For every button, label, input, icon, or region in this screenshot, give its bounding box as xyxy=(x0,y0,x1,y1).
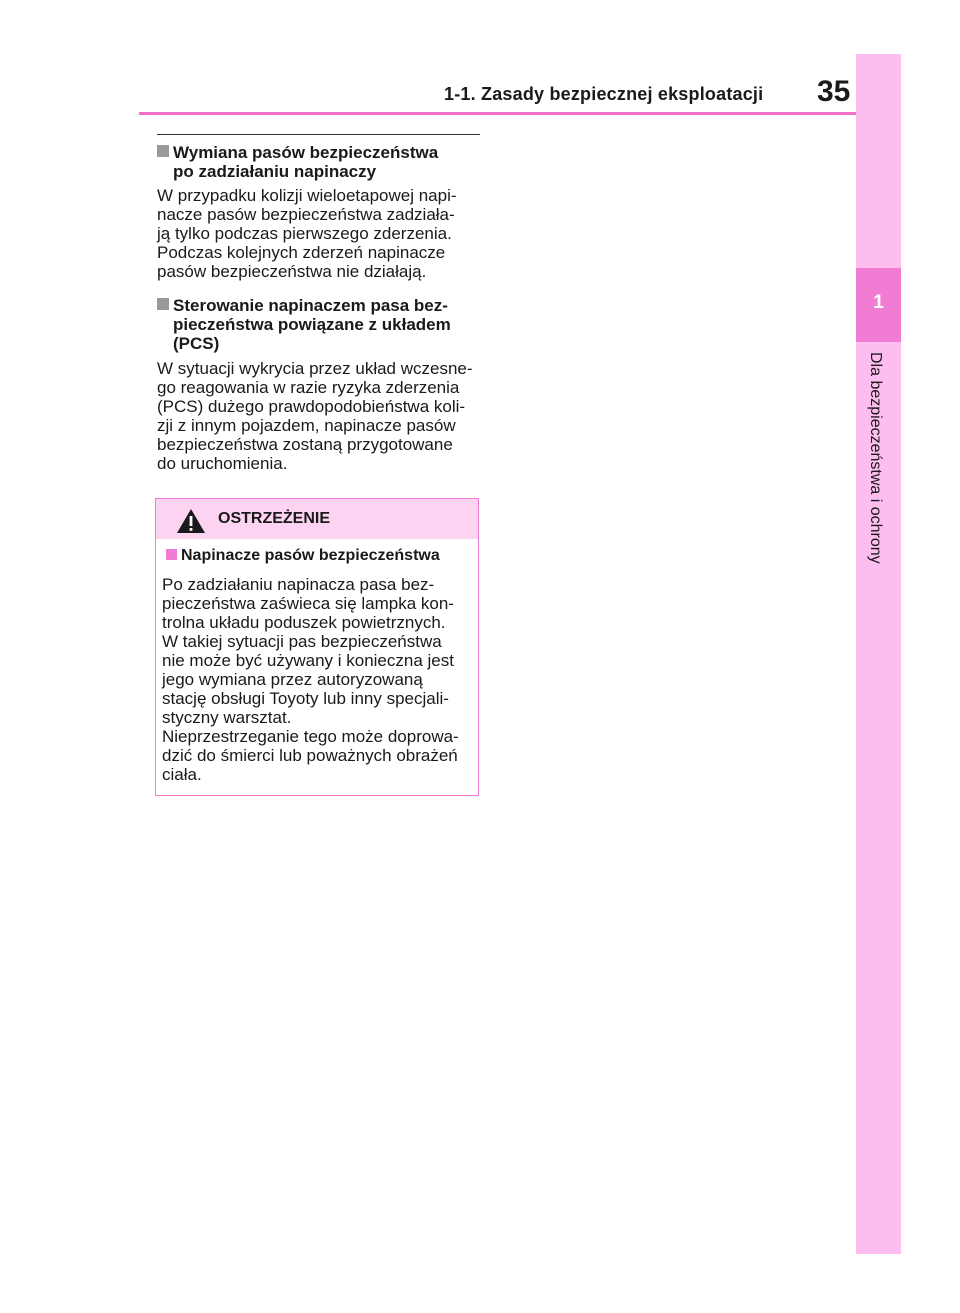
warning-header xyxy=(156,499,478,539)
body-line: do uruchomienia. xyxy=(157,454,288,473)
body-line: bezpieczeństwa zostaną przygotowane xyxy=(157,435,453,454)
section1-heading xyxy=(157,143,482,181)
body-line: W sytuacji wykrycia przez układ wczesne- xyxy=(157,359,473,378)
section1-heading-line: Wymiana pasów bezpieczeństwa xyxy=(173,143,439,162)
warning-line: ciała. xyxy=(162,765,202,784)
header-rule xyxy=(139,112,856,115)
body-line: zji z innym pojazdem, napinacze pasów xyxy=(157,416,456,435)
section-divider xyxy=(157,134,480,135)
warning-box xyxy=(155,498,479,796)
warning-line: Po zadziałaniu napinacza pasa bez- xyxy=(162,575,435,594)
body-line: (PCS) dużego prawdopodobieństwa koli- xyxy=(157,397,466,416)
square-bullet-icon xyxy=(157,145,169,157)
warning-subheading-text: Napinacze pasów bezpieczeństwa xyxy=(181,547,440,564)
body-line: go reagowania w razie ryzyka zderzenia xyxy=(157,378,460,397)
square-bullet-icon xyxy=(166,549,177,560)
page-number: 35 xyxy=(817,75,851,108)
section1-body xyxy=(157,186,482,281)
chapter-number: 1 xyxy=(873,292,884,313)
warning-line: nie może być używany i konieczna jest xyxy=(162,651,454,670)
warning-line: Nieprzestrzeganie tego może doprowa- xyxy=(162,727,459,746)
section2-heading-line: (PCS) xyxy=(173,334,220,353)
warning-line: jego wymiana przez autoryzowaną xyxy=(162,670,423,689)
warning-line: styczny warsztat. xyxy=(162,708,292,727)
body-line: W przypadku kolizji wieloetapowej napi- xyxy=(157,186,457,205)
section2-heading-line: pieczeństwa powiązane z układem xyxy=(173,315,451,334)
warning-triangle-icon xyxy=(176,508,206,534)
warning-line: dzić do śmierci lub poważnych obrażeń xyxy=(162,746,458,765)
section2-heading-line: Sterowanie napinaczem pasa bez- xyxy=(173,296,448,315)
warning-subheading xyxy=(166,547,440,565)
chapter-side-tab xyxy=(856,54,901,1254)
warning-line: trolna układu poduszek powietrznych. xyxy=(162,613,446,632)
body-line: Podczas kolejnych zderzeń napinacze xyxy=(157,243,446,262)
chapter-title: Dla bezpieczeństwa i ochrony xyxy=(867,352,884,564)
square-bullet-icon xyxy=(157,298,169,310)
warning-line: W takiej sytuacji pas bezpieczeństwa xyxy=(162,632,442,651)
section2-body xyxy=(157,359,482,473)
warning-line: stację obsługi Toyoty lub inny specjali- xyxy=(162,689,449,708)
warning-title: OSTRZEŻENIE xyxy=(218,510,331,527)
section2-heading xyxy=(157,296,482,353)
warning-body xyxy=(162,575,480,784)
warning-line: pieczeństwa zaświeca się lampka kon- xyxy=(162,594,454,613)
body-line: nacze pasów bezpieczeństwa zadziała- xyxy=(157,205,455,224)
body-line: ją tylko podczas pierwszego zderzenia. xyxy=(157,224,452,243)
body-line: pasów bezpieczeństwa nie działają. xyxy=(157,262,427,281)
section1-heading-line: po zadziałaniu napinaczy xyxy=(173,162,377,181)
section-title: 1-1. Zasady bezpiecznej eksploatacji xyxy=(444,84,764,104)
